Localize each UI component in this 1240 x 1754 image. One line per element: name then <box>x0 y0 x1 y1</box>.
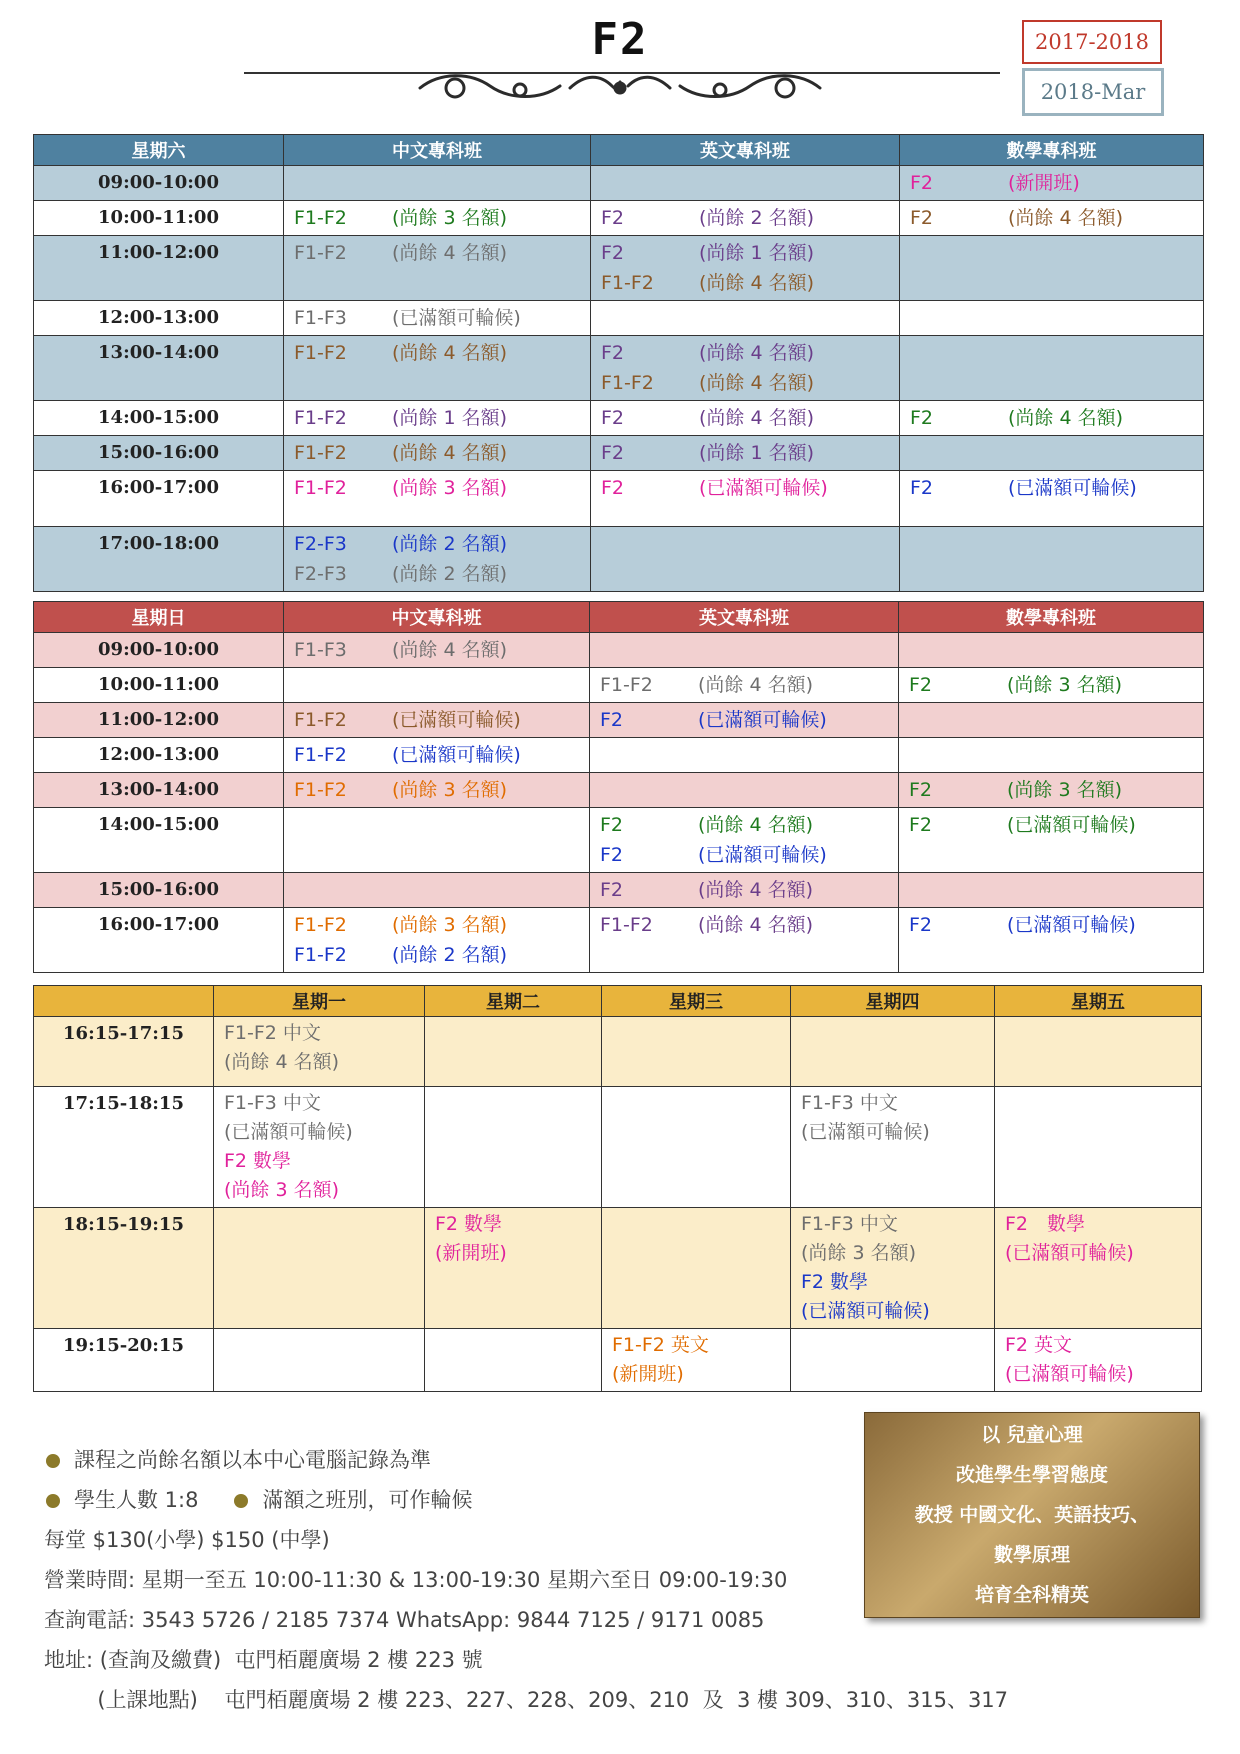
class-entry <box>294 338 580 368</box>
schedule-cell-english <box>591 301 900 336</box>
class-grade: F1-F2 <box>601 372 654 394</box>
class-entry <box>294 635 579 665</box>
time-slot: 16:00-17:00 <box>34 908 284 973</box>
schedule-cell-chinese <box>284 471 591 527</box>
weekday-cell <box>602 1329 791 1392</box>
class-entry <box>600 910 888 940</box>
class-entry <box>600 810 888 840</box>
table-row <box>34 738 1204 773</box>
schedule-cell-english <box>591 527 900 592</box>
class-status: (已滿額可輪候) <box>698 844 827 866</box>
class-entry <box>909 670 1193 700</box>
time-slot: 12:00-13:00 <box>34 301 284 336</box>
class-status: (已滿額可輪候) <box>392 307 521 329</box>
class-name: F2 英文 <box>1005 1334 1073 1356</box>
class-grade: F2 <box>600 844 624 866</box>
page-title: F2 <box>591 14 649 65</box>
schedule-cell-chinese <box>284 527 591 592</box>
bullet-icon <box>46 1454 60 1468</box>
class-status: (尚餘 4 名額) <box>392 639 507 661</box>
class-status: (尚餘 4 名額) <box>698 674 813 696</box>
table-row <box>34 808 1204 873</box>
class-grade: F2 <box>600 879 624 901</box>
schedule-cell-chinese <box>284 436 591 471</box>
schedule-cell-chinese <box>284 908 590 973</box>
class-grade: F1-F3 <box>294 639 347 661</box>
weekday-cell <box>791 1329 995 1392</box>
schedule-cell-english <box>591 336 900 401</box>
class-entry <box>294 403 580 433</box>
class-status: (尚餘 3 名額) <box>224 1179 339 1201</box>
weekday-cell <box>214 1087 425 1208</box>
table-row <box>34 201 1204 236</box>
class-status: (尚餘 3 名額) <box>392 914 507 936</box>
schedule-cell-math <box>900 436 1204 471</box>
class-grade: F1-F2 <box>601 272 654 294</box>
note-ratio: 學生人數 1:8 <box>74 1488 199 1512</box>
column-header: 星期三 <box>602 986 791 1017</box>
schedule-cell-english <box>591 166 900 201</box>
class-entry <box>601 268 889 298</box>
class-entry <box>909 810 1193 840</box>
bullet-icon <box>46 1494 60 1508</box>
class-status: (已滿額可輪候) <box>1008 477 1137 499</box>
note-waitlist: 滿額之班別，可作輪候 <box>262 1488 473 1512</box>
class-entry <box>601 438 889 468</box>
slogan-line: 教授 中國文化、英語技巧、 <box>914 1504 1150 1526</box>
note-address-class: (上課地點) 屯門栢麗廣場 2 樓 223、227、228、209、210 及 3 樓 309、310、315、317 <box>44 1688 1009 1712</box>
table-row <box>34 633 1204 668</box>
class-entry <box>601 403 889 433</box>
bullet-icon <box>234 1494 248 1508</box>
sunday-schedule-table <box>33 601 1204 973</box>
class-entry <box>294 203 580 233</box>
class-grade: F2 <box>909 914 933 936</box>
time-slot: 18:15-19:15 <box>34 1208 214 1329</box>
class-name: F1-F2 英文 <box>612 1334 709 1356</box>
class-status: (已滿額可輪候) <box>224 1121 353 1143</box>
class-grade: F2 <box>910 172 934 194</box>
schedule-cell-math <box>899 773 1204 808</box>
class-grade: F1-F3 <box>294 307 347 329</box>
column-header: 英文專科班 <box>590 602 899 633</box>
class-name: F1-F3 中文 <box>801 1092 898 1114</box>
class-status: (尚餘 4 名額) <box>698 879 813 901</box>
weekday-cell <box>995 1017 1202 1087</box>
schedule-cell-math <box>899 873 1204 908</box>
weekday-cell <box>425 1208 602 1329</box>
class-status: (尚餘 4 名額) <box>699 372 814 394</box>
class-status: (尚餘 1 名額) <box>699 442 814 464</box>
schedule-cell-math <box>900 236 1204 301</box>
time-slot: 19:15-20:15 <box>34 1329 214 1392</box>
class-status: (尚餘 4 名額) <box>698 814 813 836</box>
weekday-cell <box>602 1087 791 1208</box>
schedule-cell-math <box>900 301 1204 336</box>
table-row <box>34 471 1204 527</box>
class-name: F2 數學 <box>435 1213 503 1235</box>
class-status: (尚餘 4 名額) <box>699 272 814 294</box>
class-grade: F1-F2 <box>294 914 347 936</box>
schedule-cell-math <box>899 908 1204 973</box>
class-entry <box>600 875 888 905</box>
class-entry <box>601 238 889 268</box>
table-row <box>34 301 1204 336</box>
weekday-cell <box>602 1208 791 1329</box>
class-grade: F1-F2 <box>294 477 347 499</box>
class-name: F1-F3 中文 <box>224 1092 321 1114</box>
table-row <box>34 166 1204 201</box>
time-slot: 13:00-14:00 <box>34 773 284 808</box>
class-status: (尚餘 3 名額) <box>392 477 507 499</box>
class-entry <box>601 338 889 368</box>
schedule-cell-chinese <box>284 166 591 201</box>
column-header: 星期四 <box>791 986 995 1017</box>
class-entry <box>601 368 889 398</box>
class-entry <box>294 705 579 735</box>
schedule-cell-english <box>590 908 899 973</box>
class-grade: F1-F2 <box>600 914 653 936</box>
class-status: (已滿額可輪候) <box>699 477 828 499</box>
class-grade: F1-F2 <box>294 779 347 801</box>
column-header: 星期六 <box>34 135 284 166</box>
schedule-cell-english <box>590 668 899 703</box>
class-status: (已滿額可輪候) <box>392 709 521 731</box>
time-slot: 14:00-15:00 <box>34 808 284 873</box>
weekday-cell <box>214 1017 425 1087</box>
class-grade: F1-F2 <box>294 342 347 364</box>
table-row <box>34 1087 1202 1208</box>
table-row <box>34 1329 1202 1392</box>
time-slot: 13:00-14:00 <box>34 336 284 401</box>
schedule-cell-english <box>590 738 899 773</box>
class-status: (已滿額可輪候) <box>1007 814 1136 836</box>
weekday-cell <box>425 1329 602 1392</box>
schedule-cell-math <box>900 336 1204 401</box>
class-name: F2 數學 <box>1005 1213 1086 1235</box>
class-status: (尚餘 3 名額) <box>1007 674 1122 696</box>
note-address-office: 地址: (查詢及繳費) 屯門栢麗廣場 2 樓 223 號 <box>44 1648 483 1672</box>
class-status: (尚餘 4 名額) <box>1008 407 1123 429</box>
table-row <box>34 908 1204 973</box>
class-grade: F2 <box>601 342 625 364</box>
time-slot: 10:00-11:00 <box>34 668 284 703</box>
schedule-cell-math <box>900 527 1204 592</box>
table-row <box>34 1208 1202 1329</box>
table-row <box>34 336 1204 401</box>
class-status: (尚餘 2 名額) <box>392 563 507 585</box>
class-status: (尚餘 4 名額) <box>392 442 507 464</box>
schedule-cell-english <box>590 873 899 908</box>
class-entry <box>910 473 1193 503</box>
class-status: (尚餘 3 名額) <box>392 207 507 229</box>
schedule-cell-english <box>591 436 900 471</box>
year-badge: 2017-2018 <box>1022 20 1162 64</box>
weekday-cell <box>214 1329 425 1392</box>
weekday-cell <box>995 1329 1202 1392</box>
column-header <box>34 986 214 1017</box>
class-grade: F1-F2 <box>294 709 347 731</box>
class-name: F2 數學 <box>801 1271 869 1293</box>
class-status: (新開班) <box>1008 172 1080 194</box>
schedule-cell-english <box>591 401 900 436</box>
time-slot: 16:15-17:15 <box>34 1017 214 1087</box>
note-phone: 查詢電話: 3543 5726 / 2185 7374 WhatsApp: 9844 7125 / 9171 0085 <box>44 1608 765 1632</box>
schedule-cell-english <box>591 201 900 236</box>
table-row <box>34 773 1204 808</box>
schedule-cell-chinese <box>284 633 590 668</box>
class-entry <box>600 705 888 735</box>
time-slot: 15:00-16:00 <box>34 436 284 471</box>
weekday-cell <box>602 1017 791 1087</box>
class-entry <box>294 775 579 805</box>
class-grade: F2 <box>909 674 933 696</box>
time-slot: 10:00-11:00 <box>34 201 284 236</box>
time-slot: 15:00-16:00 <box>34 873 284 908</box>
table-row <box>34 703 1204 738</box>
schedule-cell-chinese <box>284 236 591 301</box>
class-grade: F1-F2 <box>294 407 347 429</box>
class-status: (尚餘 2 名額) <box>699 207 814 229</box>
class-entry <box>294 740 579 770</box>
class-status: (尚餘 3 名額) <box>801 1242 916 1264</box>
weekday-cell <box>791 1017 995 1087</box>
schedule-cell-english <box>591 236 900 301</box>
class-grade: F2 <box>601 242 625 264</box>
weekday-schedule-table <box>33 985 1202 1392</box>
saturday-schedule-table <box>33 134 1204 592</box>
time-slot: 09:00-10:00 <box>34 633 284 668</box>
class-entry <box>294 238 580 268</box>
class-entry <box>600 670 888 700</box>
class-grade: F2 <box>601 477 625 499</box>
class-grade: F2 <box>909 814 933 836</box>
time-slot: 09:00-10:00 <box>34 166 284 201</box>
class-grade: F1-F2 <box>294 242 347 264</box>
class-name: F1-F2 中文 <box>224 1022 321 1044</box>
class-grade: F1-F2 <box>294 207 347 229</box>
column-header: 星期二 <box>425 986 602 1017</box>
schedule-cell-chinese <box>284 336 591 401</box>
class-grade: F2 <box>601 207 625 229</box>
column-header: 中文專科班 <box>284 602 590 633</box>
class-entry <box>909 910 1193 940</box>
class-status: (尚餘 3 名額) <box>392 779 507 801</box>
class-grade: F2 <box>600 814 624 836</box>
table-row <box>34 873 1204 908</box>
column-header: 中文專科班 <box>284 135 591 166</box>
class-status: (尚餘 4 名額) <box>392 342 507 364</box>
class-entry <box>294 529 580 559</box>
class-status: (已滿額可輪候) <box>1007 914 1136 936</box>
class-status: (已滿額可輪候) <box>1005 1363 1134 1385</box>
time-slot: 11:00-12:00 <box>34 703 284 738</box>
column-header: 星期一 <box>214 986 425 1017</box>
column-header: 星期五 <box>995 986 1202 1017</box>
schedule-cell-math <box>899 808 1204 873</box>
class-status: (尚餘 2 名額) <box>392 944 507 966</box>
note-fee: 每堂 $130(小學) $150 (中學) <box>44 1528 330 1552</box>
class-entry <box>294 940 579 970</box>
schedule-cell-math <box>900 401 1204 436</box>
class-status: (尚餘 1 名額) <box>392 407 507 429</box>
column-header: 英文專科班 <box>591 135 900 166</box>
class-status: (已滿額可輪候) <box>698 709 827 731</box>
class-entry <box>600 840 888 870</box>
schedule-cell-math <box>900 201 1204 236</box>
month-badge: 2018-Mar <box>1022 68 1164 116</box>
schedule-cell-chinese <box>284 401 591 436</box>
slogan-line: 數學原理 <box>993 1544 1070 1566</box>
weekday-cell <box>425 1087 602 1208</box>
weekday-cell <box>791 1208 995 1329</box>
class-grade: F2-F3 <box>294 563 347 585</box>
class-grade: F2 <box>910 477 934 499</box>
class-status: (尚餘 4 名額) <box>699 342 814 364</box>
class-entry <box>909 775 1193 805</box>
class-name: F1-F3 中文 <box>801 1213 898 1235</box>
time-slot: 16:00-17:00 <box>34 471 284 527</box>
time-slot: 12:00-13:00 <box>34 738 284 773</box>
class-entry <box>601 203 889 233</box>
class-status: (新開班) <box>435 1242 507 1264</box>
class-grade: F2-F3 <box>294 533 347 555</box>
class-entry <box>294 559 580 589</box>
table-row <box>34 1017 1202 1087</box>
class-status: (已滿額可輪候) <box>801 1300 930 1322</box>
class-entry <box>294 473 580 503</box>
schedule-cell-math <box>900 166 1204 201</box>
class-entry <box>910 203 1193 233</box>
slogan-line: 改進學生學習態度 <box>955 1464 1108 1486</box>
class-grade: F2 <box>600 709 624 731</box>
schedule-cell-english <box>590 703 899 738</box>
class-grade: F2 <box>601 407 625 429</box>
schedule-cell-math <box>899 633 1204 668</box>
class-grade: F1-F2 <box>294 944 347 966</box>
schedule-cell-chinese <box>284 301 591 336</box>
class-grade: F2 <box>601 442 625 464</box>
class-status: (尚餘 1 名額) <box>699 242 814 264</box>
class-name: F2 數學 <box>224 1150 292 1172</box>
schedule-cell-chinese <box>284 703 590 738</box>
time-slot: 14:00-15:00 <box>34 401 284 436</box>
schedule-cell-math <box>899 703 1204 738</box>
column-header: 數學專科班 <box>899 602 1204 633</box>
schedule-cell-math <box>900 471 1204 527</box>
time-slot: 17:00-18:00 <box>34 527 284 592</box>
class-status: (已滿額可輪候) <box>1005 1242 1134 1264</box>
class-status: (尚餘 4 名額) <box>699 407 814 429</box>
class-grade: F1-F2 <box>600 674 653 696</box>
slogan-box <box>864 1412 1200 1618</box>
weekday-cell <box>995 1087 1202 1208</box>
column-header: 數學專科班 <box>900 135 1204 166</box>
table-row <box>34 527 1204 592</box>
schedule-cell-chinese <box>284 201 591 236</box>
class-entry <box>294 303 580 333</box>
note-hours: 營業時間: 星期一至五 10:00-11:30 & 13:00-19:30 星期六至日 09:00-19:30 <box>44 1568 788 1592</box>
schedule-cell-chinese <box>284 668 590 703</box>
schedule-cell-chinese <box>284 738 590 773</box>
class-status: (已滿額可輪候) <box>801 1121 930 1143</box>
table-row <box>34 236 1204 301</box>
class-entry <box>910 168 1193 198</box>
class-status: (已滿額可輪候) <box>392 744 521 766</box>
schedule-cell-english <box>591 471 900 527</box>
class-grade: F2 <box>910 407 934 429</box>
class-status: (尚餘 4 名額) <box>392 242 507 264</box>
schedule-cell-math <box>899 738 1204 773</box>
table-row <box>34 401 1204 436</box>
table-row <box>34 668 1204 703</box>
class-status: (尚餘 4 名額) <box>698 914 813 936</box>
class-status: (尚餘 4 名額) <box>1008 207 1123 229</box>
weekday-cell <box>425 1017 602 1087</box>
column-header: 星期日 <box>34 602 284 633</box>
class-entry <box>294 438 580 468</box>
class-grade: F1-F2 <box>294 744 347 766</box>
schedule-cell-chinese <box>284 808 590 873</box>
class-entry <box>910 403 1193 433</box>
slogan-line: 以 兒童心理 <box>981 1424 1083 1446</box>
schedule-cell-chinese <box>284 873 590 908</box>
class-entry <box>601 473 889 503</box>
class-status: (新開班) <box>612 1363 684 1385</box>
weekday-cell <box>995 1208 1202 1329</box>
class-grade: F2 <box>909 779 933 801</box>
time-slot: 11:00-12:00 <box>34 236 284 301</box>
weekday-cell <box>791 1087 995 1208</box>
weekday-cell <box>214 1208 425 1329</box>
class-status: (尚餘 2 名額) <box>392 533 507 555</box>
class-entry <box>294 910 579 940</box>
slogan-line: 培育全科精英 <box>974 1584 1089 1606</box>
class-grade: F1-F2 <box>294 442 347 464</box>
schedule-cell-english <box>590 633 899 668</box>
schedule-cell-english <box>590 773 899 808</box>
class-grade: F2 <box>910 207 934 229</box>
time-slot: 17:15-18:15 <box>34 1087 214 1208</box>
class-status: (尚餘 4 名額) <box>224 1051 339 1073</box>
schedule-cell-math <box>899 668 1204 703</box>
note-quota: 課程之尚餘名額以本中心電腦記錄為準 <box>74 1448 431 1472</box>
table-row <box>34 436 1204 471</box>
schedule-cell-chinese <box>284 773 590 808</box>
class-status: (尚餘 3 名額) <box>1007 779 1122 801</box>
ornament-flourish-icon <box>400 66 840 110</box>
schedule-cell-english <box>590 808 899 873</box>
